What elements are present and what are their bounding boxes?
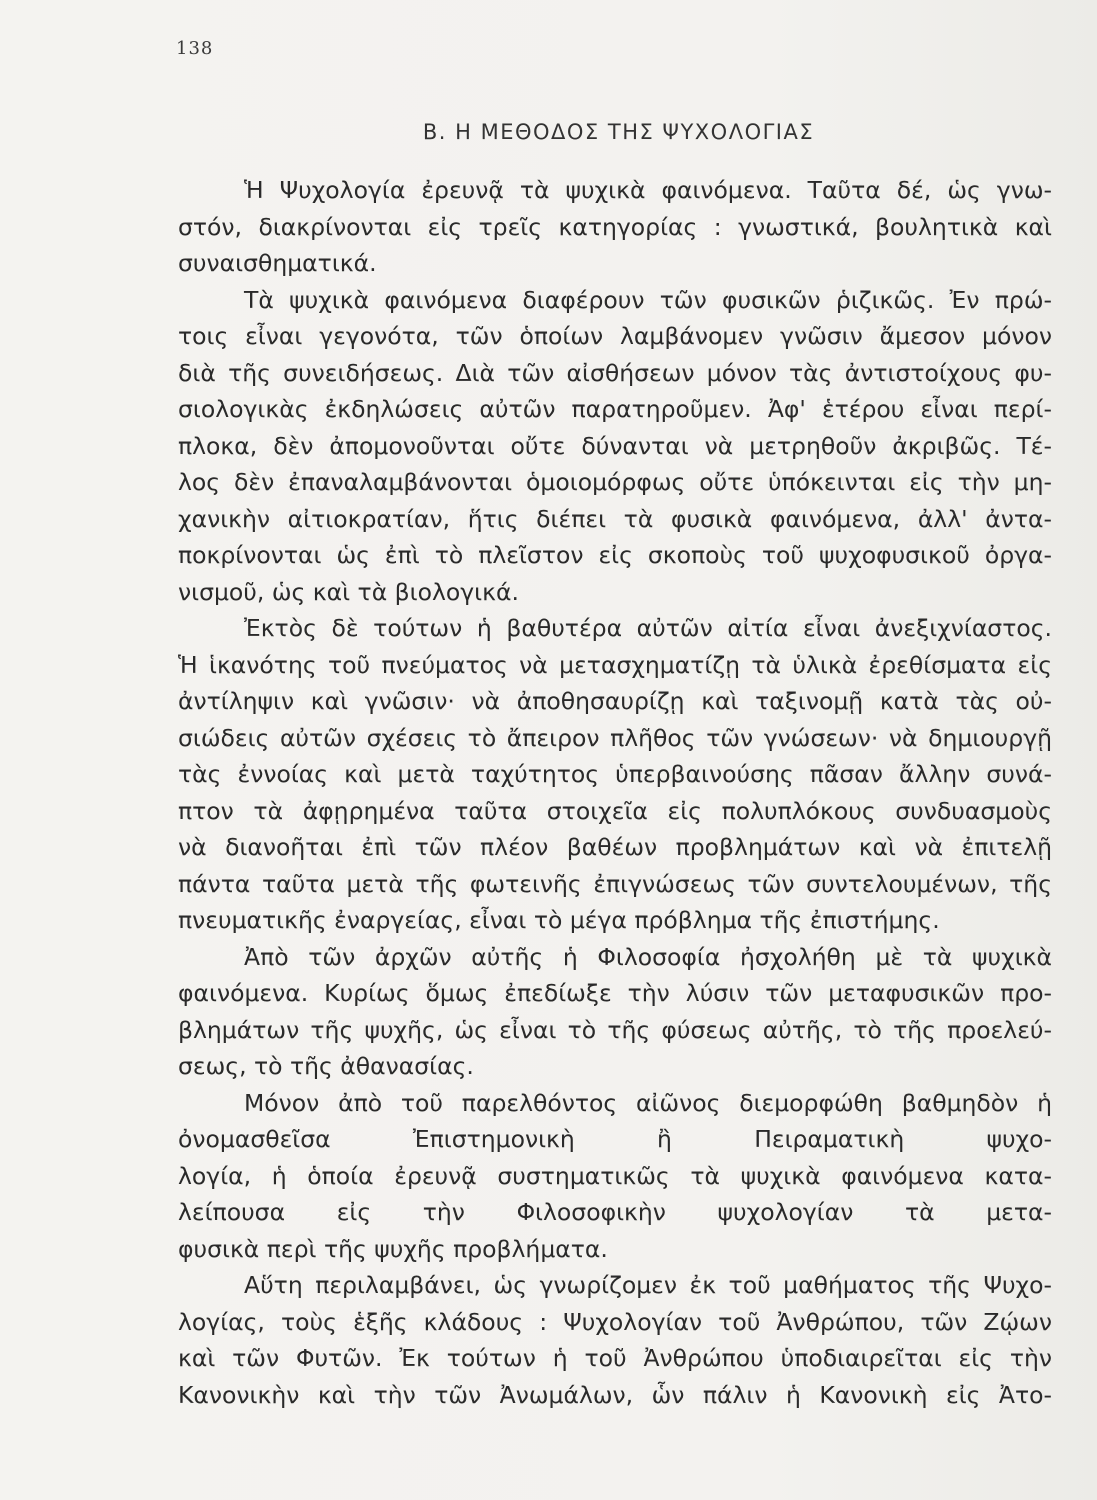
text-line: Μόνον ἀπὸ τοῦ παρελθόντος αἰῶνος διεμορφώθη βαθμηδὸν ἡ — [244, 1088, 1052, 1117]
text-line: Ἀπὸ τῶν ἀρχῶν αὐτῆς ἡ Φιλοσοφία ἠσχολήθη μὲ τὰ ψυχικὰ — [244, 942, 1052, 971]
body-text — [178, 172, 1052, 1413]
text-line: τὰς ἐννοίας καὶ μετὰ ταχύτητος ὑπερβαινούσης πᾶσαν ἄλλην συνά- — [178, 760, 1052, 788]
text-line: λογία, ἡ ὁποία ἐρευνᾷ συστηματικῶς τὰ ψυχικὰ φαινόμενα κατα- — [178, 1161, 1052, 1190]
text-line: πνευματικῆς ἐναργείας, εἶναι τὸ μέγα πρόβλημα τῆς ἐπιστήμης. — [178, 906, 940, 934]
text-line: πλοκα, δὲν ἀπομονοῦνται οὔτε δύνανται νὰ μετρηθοῦν ἀκριβῶς. Τέ- — [178, 431, 1052, 460]
text-line: σεως, τὸ τῆς ἀθανασίας. — [178, 1052, 474, 1080]
text-line: Κανονικὴν καὶ τὴν τῶν Ἀνωμάλων, ὧν πάλιν ἡ Κανονικὴ εἰς Ἀτο- — [178, 1380, 1052, 1409]
text-line: φυσικὰ περὶ τῆς ψυχῆς προβλήματα. — [178, 1234, 608, 1263]
text-line: Ἡ Ψυχολογία ἐρευνᾷ τὰ ψυχικὰ φαινόμενα. Ταῦτα δέ, ὡς γνω- — [244, 176, 1052, 204]
text-line: φαινόμενα. Κυρίως ὅμως ἐπεδίωξε τὴν λύσιν τῶν μεταφυσικῶν προ- — [178, 979, 1052, 1007]
text-line: πτον τὰ ἀφῃρημένα ταῦτα στοιχεῖα εἰς πολυπλόκους συνδυασμοὺς — [178, 796, 1052, 825]
text-line: λογίας, τοὺς ἑξῆς κλάδους : Ψυχολογίαν τοῦ Ἀνθρώπου, τῶν Ζῴων — [178, 1307, 1052, 1336]
text-line: Τὰ ψυχικὰ φαινόμενα διαφέρουν τῶν φυσικῶν ῥιζικῶς. Ἐν πρώ- — [244, 285, 1052, 314]
text-line: Ἡ ἱκανότης τοῦ πνεύματος νὰ μετασχηματίζῃ τὰ ὑλικὰ ἐρεθίσματα εἰς — [178, 650, 1052, 679]
text-line: διὰ τῆς συνειδήσεως. Διὰ τῶν αἰσθήσεων μόνον τὰς ἀντιστοίχους φυ- — [178, 358, 1052, 387]
section-heading: Β. Η ΜΕΘΟΔΟΣ ΤΗΣ ΨΥΧΟΛΟΓΙΑΣ — [422, 120, 815, 144]
text-line: καὶ τῶν Φυτῶν. Ἐκ τούτων ἡ τοῦ Ἀνθρώπου ὑποδιαιρεῖται εἰς τὴν — [178, 1344, 1052, 1372]
text-line: ἀντίληψιν καὶ γνῶσιν· νὰ ἀποθησαυρίζῃ καὶ ταξινομῇ κατὰ τὰς οὐ- — [178, 687, 1052, 715]
text-line: σιολογικὰς ἐκδηλώσεις αὐτῶν παρατηροῦμεν. Ἀφ' ἑτέρου εἶναι περί- — [178, 395, 1052, 423]
text-line: νισμοῦ, ὡς καὶ τὰ βιολογικά. — [178, 577, 519, 606]
text-line: σιώδεις αὐτῶν σχέσεις τὸ ἄπειρον πλῆθος τῶν γνώσεων· νὰ δημιουργῇ — [178, 723, 1052, 752]
text-line: Ἐκτὸς δὲ τούτων ἡ βαθυτέρα αὐτῶν αἰτία εἶναι ἀνεξιχνίαστος. — [244, 614, 1052, 642]
text-line: συναισθηματικά. — [178, 249, 377, 277]
text-line: λείπουσα εἰς τὴν Φιλοσοφικὴν ψυχολογίαν τὰ μετα- — [178, 1198, 1052, 1226]
text-line: λος δὲν ἐπαναλαμβάνονται ὁμοιομόρφως οὔτε ὑπόκεινται εἰς τὴν μη- — [178, 468, 1052, 496]
text-line: βλημάτων τῆς ψυχῆς, ὡς εἶναι τὸ τῆς φύσεως αὐτῆς, τὸ τῆς προελεύ- — [178, 1015, 1052, 1044]
text-line: ὀνομασθεῖσα Ἐπιστημονικὴ ἢ Πειραματικὴ ψυχο- — [178, 1125, 1052, 1153]
page-number: 138 — [176, 38, 214, 59]
text-line: Αὕτη περιλαμβάνει, ὡς γνωρίζομεν ἐκ τοῦ μαθήματος τῆς Ψυχο- — [244, 1271, 1052, 1299]
text-line: πάντα ταῦτα μετὰ τῆς φωτεινῆς ἐπιγνώσεως τῶν συντελουμένων, τῆς — [178, 869, 1052, 898]
text-line: χανικὴν αἰτιοκρατίαν, ἥτις διέπει τὰ φυσικὰ φαινόμενα, ἀλλ' ἀντα- — [178, 504, 1052, 533]
text-line: ποκρίνονται ὡς ἐπὶ τὸ πλεῖστον εἰς σκοποὺς τοῦ ψυχοφυσικοῦ ὀργα- — [178, 541, 1052, 569]
text-line: τοις εἶναι γεγονότα, τῶν ὁποίων λαμβάνομεν γνῶσιν ἄμεσον μόνον — [178, 322, 1052, 350]
text-line: στόν, διακρίνονται εἰς τρεῖς κατηγορίας : γνωστικά, βουλητικὰ καὶ — [178, 212, 1052, 241]
text-line: νὰ διανοῆται ἐπὶ τῶν πλέον βαθέων προβλημάτων καὶ νὰ ἐπιτελῇ — [178, 833, 1052, 861]
